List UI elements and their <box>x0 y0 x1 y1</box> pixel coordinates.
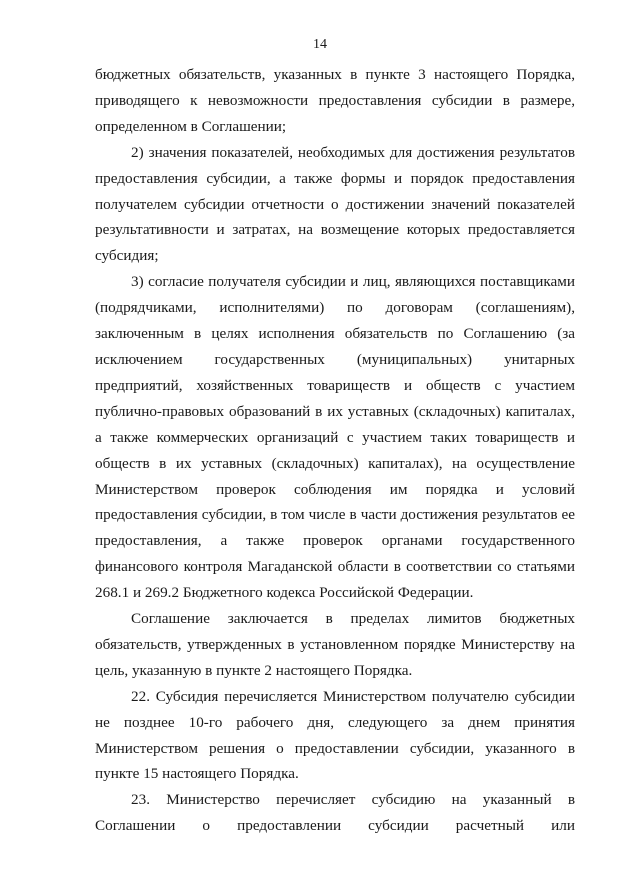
paragraph-continuation: бюджетных обязательств, указанных в пункте 3 настоящего Порядка, приводящего к невозможности предоставления субсидии в размере, определенном в Соглашении; <box>95 66 575 135</box>
paragraph-agreement: Соглашение заключается в пределах лимитов бюджетных обязательств, утвержденных в установленном порядке Министерству на цель, указанную в пункте 2 настоящего Порядка. <box>95 610 575 679</box>
document-body <box>95 62 575 839</box>
paragraph-item-2: 2) значения показателей, необходимых для достижения результатов предоставления субсидии, а также формы и порядок предоставления получателем субсидии отчетности о достижении значений показателей результативности и затратах, на возмещение которых предоставляется субсидия; <box>95 143 575 265</box>
paragraph-item-3: 3) согласие получателя субсидии и лиц, являющихся поставщиками (подрядчиками, исполнителями) по договорам (соглашениям), заключенным в целях исполнения обязательств по Соглашению (за исключением государственных (муниципальных) унитарных предприятий, хозяйственных товариществ и обществ с участием публично-правовых образований в их уставных (складочных) капиталах, а также коммерческих организаций с участием таких товариществ и обществ в их уставных (складочных) капиталах), на осуществление Министерством проверок соблюдения им порядка и условий предоставления субсидии, в том числе в части достижения результатов ее предоставления, а также проверок органами государственного финансового контроля Магаданской области в соответствии со статьями 268.1 и 269.2 Бюджетного кодекса Российской Федерации. <box>95 273 575 602</box>
paragraph-23: 23. Министерство перечисляет субсидию на указанный в Соглашении о предоставлении субсидии расчетный или <box>95 791 575 835</box>
paragraph-22: 22. Субсидия перечисляется Министерством получателю субсидии не позднее 10-го рабочего дня, следующего за днем принятия Министерством решения о предоставлении субсидии, указанного в пункте 15 настоящего Порядка. <box>95 687 575 783</box>
page-number: 14 <box>313 37 327 52</box>
